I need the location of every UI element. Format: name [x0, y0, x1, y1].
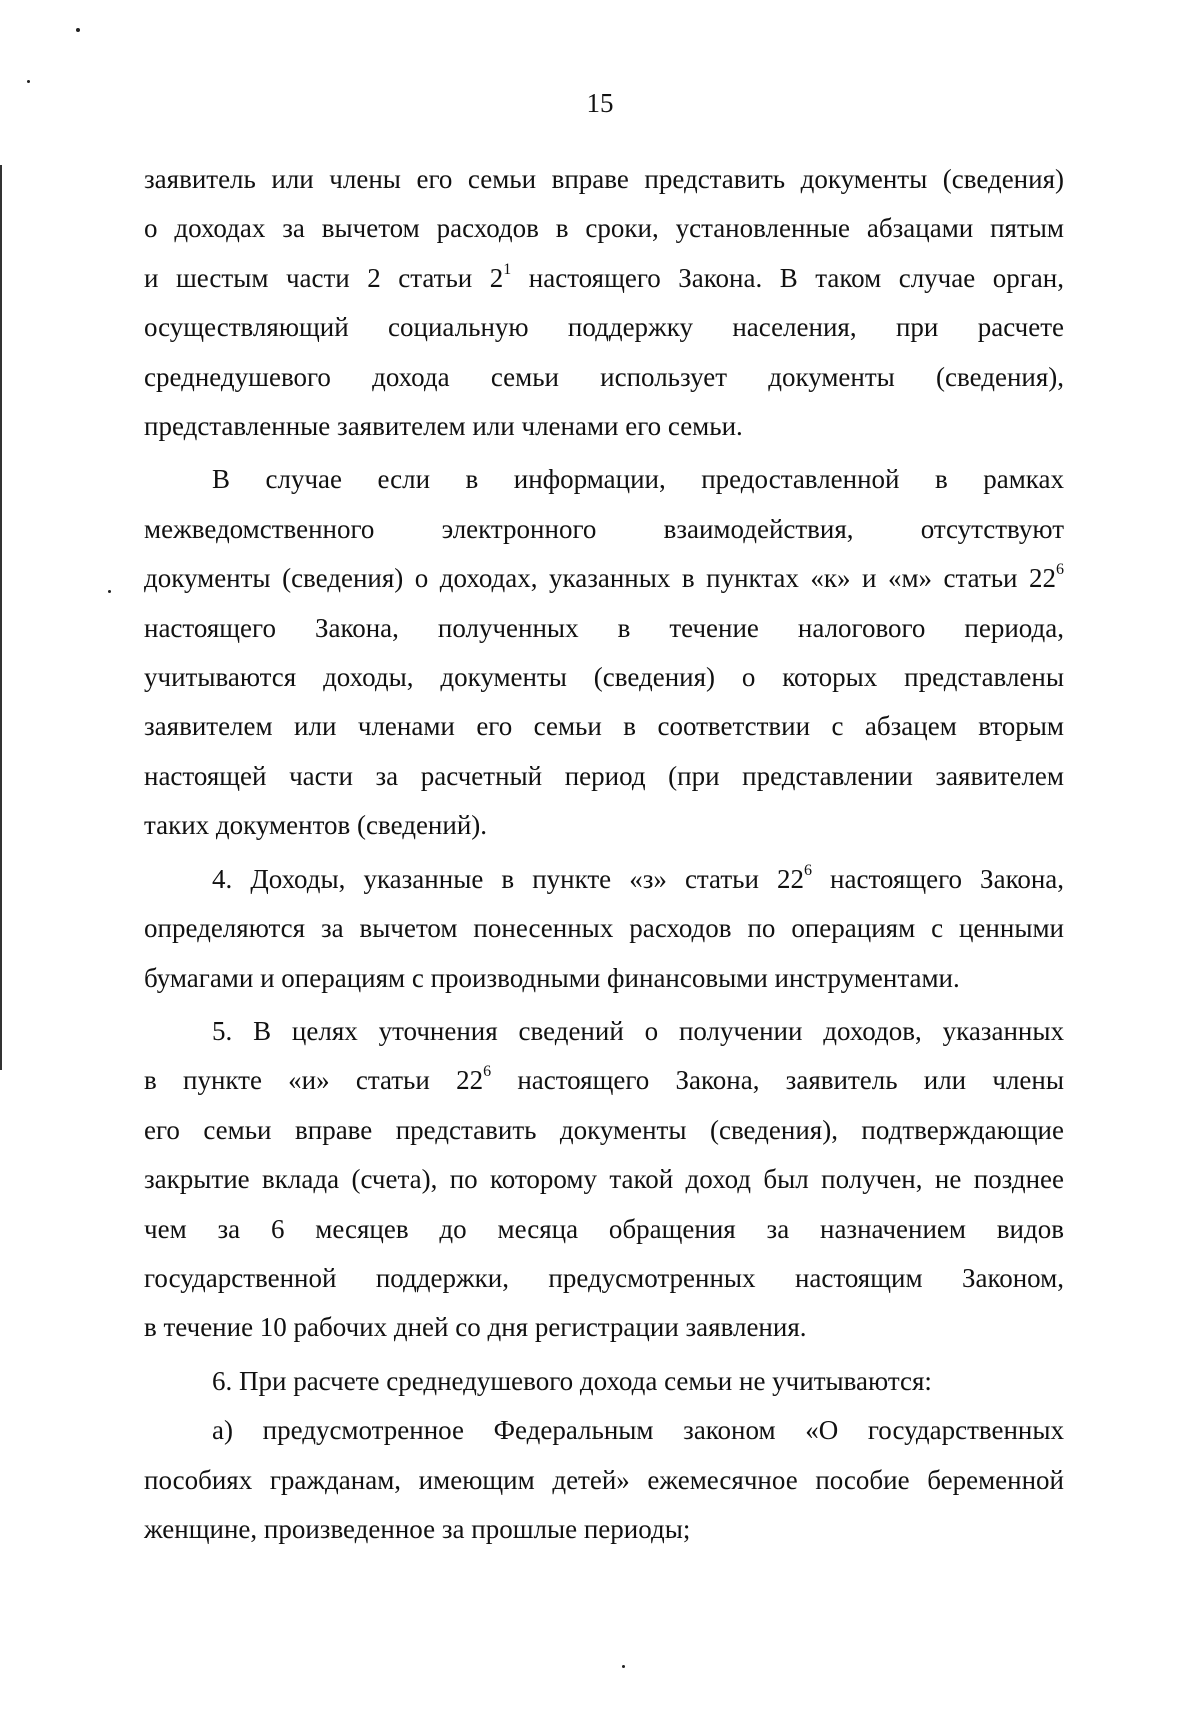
text-line: в течение 10 рабочих дней со дня регистрации заявления. — [144, 1312, 807, 1343]
scan-speck — [622, 1665, 625, 1668]
text-line: осуществляющий социальную поддержку населения, при расчете — [144, 312, 1064, 343]
paragraph-2 — [144, 455, 1064, 850]
text-line: настоящей части за расчетный период (при представлении заявителем — [144, 760, 1064, 791]
text-line — [144, 554, 1064, 603]
text-line: а) предусмотренное Федеральным законом «О государственных — [212, 1415, 1064, 1446]
superscript: 6 — [803, 861, 812, 879]
text-line: о доходах за вычетом расходов в сроки, установленные абзацами пятым — [144, 213, 1064, 244]
paragraph-5 — [144, 1357, 1064, 1406]
text-line — [144, 1056, 1064, 1105]
text-line: определяются за вычетом понесенных расходов по операциям с ценными — [144, 913, 1064, 944]
superscript: 1 — [503, 260, 512, 278]
scan-speck — [27, 80, 30, 83]
paragraph-4 — [144, 1007, 1064, 1353]
scan-speck — [108, 590, 111, 593]
text-line: учитываются доходы, документы (сведения) о которых представлены — [144, 662, 1064, 693]
superscript: 6 — [1056, 561, 1064, 579]
text-line: закрытие вклада (счета), по которому такой доход был получен, не позднее — [144, 1164, 1064, 1195]
document-body — [144, 155, 1064, 1554]
text-line: представленные заявителем или членами его семьи. — [144, 411, 743, 442]
text-line: заявителем или членами его семьи в соответствии с абзацем вторым — [144, 711, 1064, 742]
text-line: 6. При расчете среднедушевого дохода семьи не учитываются: — [212, 1365, 932, 1396]
text-segment: настоящего Закона, заявитель или члены — [491, 1065, 1065, 1096]
paragraph-6 — [144, 1406, 1064, 1554]
text-segment: настоящего Закона, — [811, 863, 1065, 894]
text-line: чем за 6 месяцев до месяца обращения за назначением видов — [144, 1213, 1064, 1244]
text-line: таких документов (сведений). — [144, 810, 488, 841]
text-line: женщине, произведенное за прошлые периоды; — [144, 1513, 691, 1544]
text-segment: 4. Доходы, указанные в пункте «з» статьи 22 — [212, 863, 804, 894]
scan-speck — [76, 28, 80, 32]
text-line — [144, 254, 1064, 303]
text-segment: в пункте «и» статьи 22 — [144, 1065, 484, 1096]
text-line: пособиях гражданам, имеющим детей» ежемесячное пособие беременной — [144, 1464, 1064, 1495]
superscript: 6 — [483, 1063, 492, 1081]
text-line: государственной поддержки, предусмотренных настоящим Законом, — [144, 1262, 1064, 1293]
text-line: среднедушевого дохода семьи использует документы (сведения), — [144, 361, 1064, 392]
paragraph-3 — [144, 855, 1064, 1003]
text-line — [144, 855, 1064, 904]
text-line: бумагами и операциям с производными финансовыми инструментами. — [144, 962, 960, 993]
text-line: заявитель или члены его семьи вправе представить документы (сведения) — [144, 164, 1064, 194]
text-segment: и шестым части 2 статьи 2 — [144, 262, 504, 293]
scan-margin-line — [0, 165, 2, 1070]
text-segment: документы (сведения) о доходах, указанных в пунктах «к» и «м» статьи 22 — [144, 563, 1056, 594]
text-line: его семьи вправе представить документы (сведения), подтверждающие — [144, 1114, 1064, 1145]
text-line: В случае если в информации, предоставленной в рамках — [212, 464, 1064, 495]
text-segment: настоящего Закона. В таком случае орган, — [511, 262, 1064, 293]
text-line: 5. В целях уточнения сведений о получении доходов, указанных — [212, 1015, 1064, 1046]
text-line: межведомственного электронного взаимодействия, отсутствуют — [144, 513, 1064, 544]
paragraph-1 — [144, 155, 1064, 451]
text-line: настоящего Закона, полученных в течение налогового периода, — [144, 612, 1064, 643]
page-number: 15 — [586, 88, 614, 118]
